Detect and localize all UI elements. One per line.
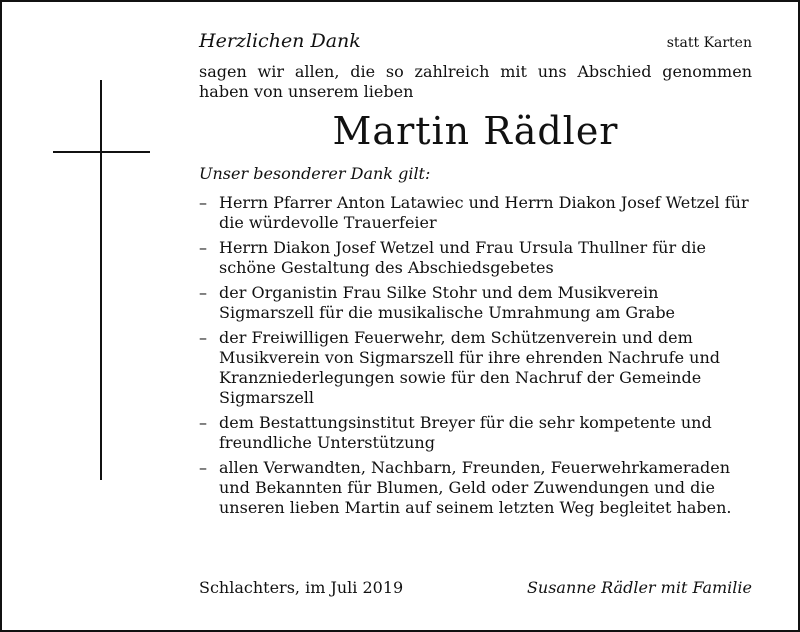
list-item-text: der Organistin Frau Silke Stohr und dem Musikverein Sigmarszell für die musikalische Umrahmung am Grabe — [219, 283, 676, 322]
dash-bullet: – — [199, 328, 207, 347]
dash-bullet: – — [199, 283, 207, 302]
list-item — [199, 238, 752, 278]
list-item — [199, 193, 752, 233]
dash-bullet: – — [199, 193, 207, 212]
thanks-heading: Herzlichen Dank — [199, 30, 361, 52]
list-item — [199, 458, 752, 518]
intro-text: sagen wir allen, die so zahlreich mit uns Abschied genommen haben von unserem lieben — [199, 62, 752, 101]
signature: Susanne Rädler mit Familie — [526, 578, 752, 597]
cross-icon-horizontal — [53, 151, 150, 153]
list-item-text: der Freiwilligen Feuerwehr, dem Schützenverein und dem Musikverein von Sigmarszell für ihre ehrenden Nachrufe und Kranzniederlegungen sowie für den Nachruf der Gemeinde Sigmarszell — [219, 328, 720, 407]
footer-row — [199, 578, 752, 597]
list-item-text: allen Verwandten, Nachbarn, Freunden, Feuerwehrkameraden und Bekannten für Blumen, Geld oder Zuwendungen und die unseren lieben Martin auf seinem letzten Weg begleitet haben. — [219, 458, 732, 517]
notice-content — [199, 30, 752, 523]
thanks-list — [199, 193, 752, 518]
cross-icon-vertical — [100, 80, 102, 480]
place-date: Schlachters, im Juli 2019 — [199, 578, 404, 597]
deceased-name: Martin Rädler — [332, 109, 619, 153]
statt-karten-note: statt Karten — [666, 35, 752, 51]
list-item-text: Herrn Pfarrer Anton Latawiec und Herrn Diakon Josef Wetzel für die würdevolle Trauerfeier — [219, 193, 749, 232]
list-item — [199, 283, 752, 323]
dash-bullet: – — [199, 458, 207, 477]
list-item-text: dem Bestattungsinstitut Breyer für die sehr kompetente und freundliche Unterstützung — [219, 413, 712, 452]
list-item-text: Herrn Diakon Josef Wetzel und Frau Ursula Thullner für die schöne Gestaltung des Abschiedsgebetes — [219, 238, 707, 277]
dash-bullet: – — [199, 238, 207, 257]
dash-bullet: – — [199, 413, 207, 432]
header-row — [199, 30, 752, 52]
thanks-subtitle: Unser besonderer Dank gilt: — [199, 164, 431, 183]
list-item — [199, 413, 752, 453]
list-item — [199, 328, 752, 408]
